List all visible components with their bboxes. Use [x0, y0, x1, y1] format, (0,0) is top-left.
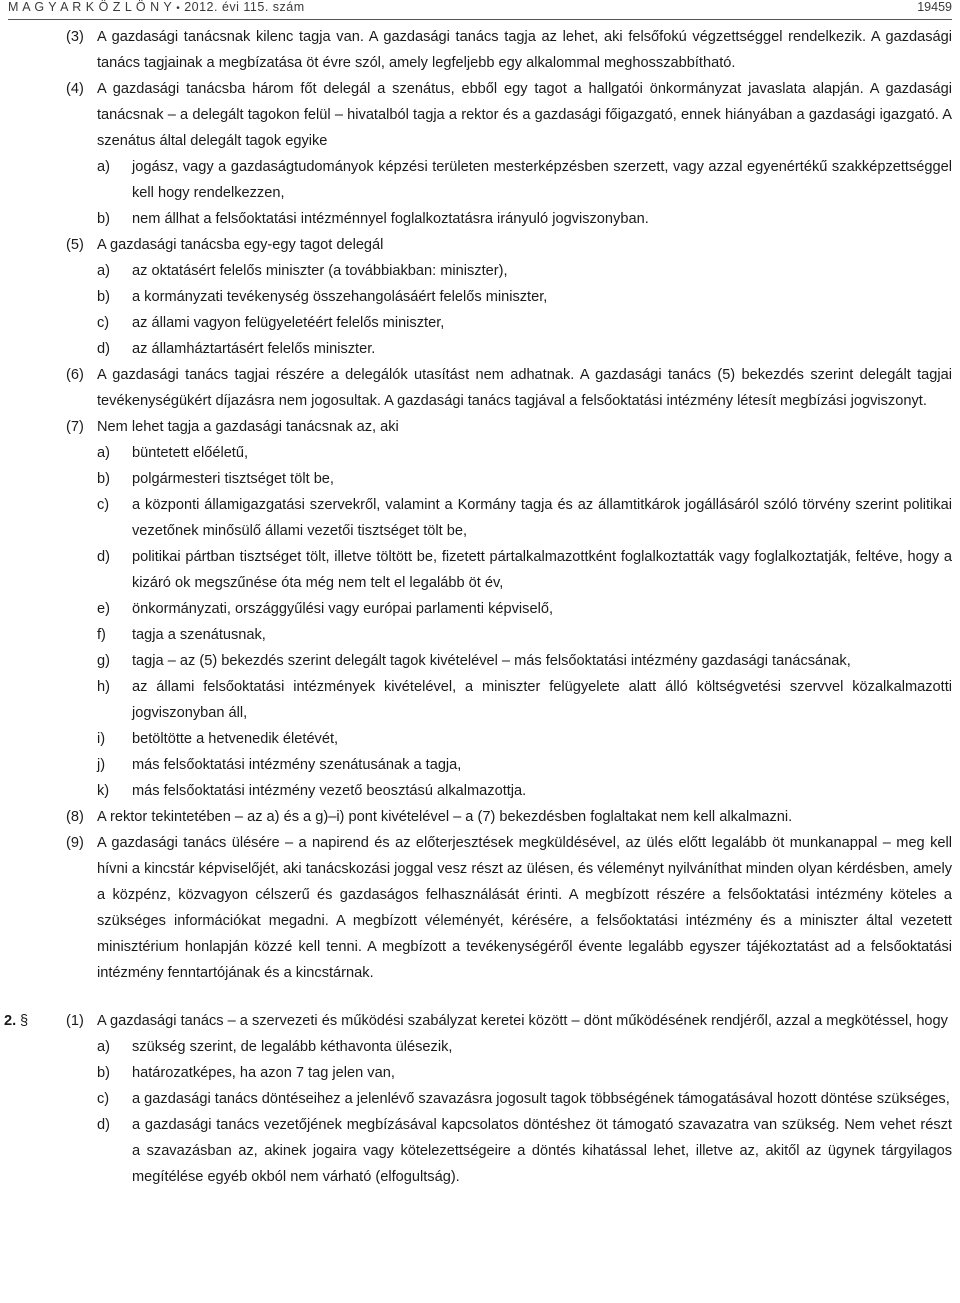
- item-label: c): [97, 315, 110, 331]
- list-item: [0, 258, 960, 284]
- list-item: [0, 1060, 960, 1086]
- item-text: nem állhat a felsőoktatási intézménnyel foglalkoztatásra irányuló jogviszonyban.: [132, 211, 649, 227]
- item-label: e): [97, 601, 110, 617]
- paragraph-number: (4): [66, 81, 84, 97]
- list-item: [0, 310, 960, 336]
- list-item: [0, 1112, 960, 1190]
- list-item: [0, 492, 960, 544]
- list-item: [0, 336, 960, 362]
- list-item: [0, 648, 960, 674]
- item-label: i): [97, 731, 106, 747]
- paragraph-text: A gazdasági tanácsba három főt delegál a szenátus, ebből egy tagot a hallgatói önkormányzat javaslata alapján. A gazdasági tanácsnak – a delegált tagokon felül – hivatalból tagja a rektor és a gazdasági főigazgató, ennek hiányában a gazdasági igazgató. A szenátus által delegált tagok egyike: [97, 81, 952, 149]
- list-item: [0, 284, 960, 310]
- item-text: a gazdasági tanács vezetőjének megbízásával kapcsolatos döntéshez öt támogató szavazatra van szükség. Nem vehet részt a szavazásban az, akinek jogaira vagy kötelezettségeire a döntés kihatással lehet, illetve az, akitől az ügynek tárgyilagos megítélése egyéb okból nem várható (elfogultság).: [132, 1117, 952, 1185]
- section-symbol: §: [20, 1013, 29, 1029]
- paragraph-text: A gazdasági tanácsba egy-egy tagot delegál: [97, 237, 384, 253]
- list-item: [0, 778, 960, 804]
- list-item: [0, 1034, 960, 1060]
- section-2-paragraph-1: [0, 1008, 960, 1034]
- list-item: [0, 1086, 960, 1112]
- paragraph-number: (9): [66, 835, 84, 851]
- item-label: b): [97, 289, 110, 305]
- list-item: [0, 544, 960, 596]
- paragraph-9: [0, 830, 960, 986]
- item-label: d): [97, 1117, 110, 1133]
- paragraph-text: A rektor tekintetében – az a) és a g)–i) pont kivételével – a (7) bekezdésben foglaltakat nem kell alkalmazni.: [97, 809, 793, 825]
- item-text: határozatképes, ha azon 7 tag jelen van,: [132, 1065, 395, 1081]
- running-header: [8, 0, 952, 16]
- list-item: [0, 726, 960, 752]
- list-item: [0, 596, 960, 622]
- paragraph-text: A gazdasági tanács – a szervezeti és működési szabályzat keretei között – dönt működésének rendjéről, azzal a megkötéssel, hogy: [97, 1013, 948, 1029]
- item-text: a gazdasági tanács döntéseihez a jelenlévő szavazásra jogosult tagok többségének támogatásával hozott döntése szükséges,: [132, 1091, 950, 1107]
- item-label: a): [97, 1039, 110, 1055]
- paragraph-number: (7): [66, 419, 84, 435]
- item-label: f): [97, 627, 106, 643]
- item-text: az állami felsőoktatási intézmények kivételével, a miniszter felügyelete alatt álló költségvetési szervvel közalkalmazotti jogviszonyban áll,: [132, 679, 952, 721]
- item-text: önkormányzati, országgyűlési vagy európai parlamenti képviselő,: [132, 601, 554, 617]
- item-text: jogász, vagy a gazdaságtudományok képzési területen mesterképzésben szerzett, vagy azzal egyenértékű szakképzettséggel kell hogy rendelkezzen,: [132, 159, 952, 201]
- paragraph-text: A gazdasági tanács ülésére – a napirend és az előterjesztések megküldésével, az ülés előtt legalább öt munkanappal – meg kell hívni a kincstár képviselőjét, aki tanácskozási joggal vesz részt az ülésen, és véleményt nyilváníthat minden olyan kérdésben, amely a közpénz, közvagyon célszerű és gazdaságos felhasználását érinti. A megbízott részére a felsőoktatási intézmény köteles a szükséges információkat megadni. A megbízott véleményét, kérésére, a felsőoktatási intézmény és a miniszter által vezetett minisztérium honlapján közzé kell tenni. A megbízott a tevékenységéről évente legalább egyszer tájékoztatást ad a felsőoktatási intézmény fenntartójának és a kincstárnak.: [97, 835, 952, 981]
- item-text: büntetett előéletű,: [132, 445, 249, 461]
- paragraph-4: [0, 76, 960, 154]
- paragraph-number: (1): [66, 1013, 84, 1029]
- issue-number: 2012. évi 115. szám: [184, 0, 305, 14]
- item-text: tagja a szenátusnak,: [132, 627, 266, 643]
- paragraph-number: (5): [66, 237, 84, 253]
- paragraph-number: (6): [66, 367, 84, 383]
- item-text: szükség szerint, de legalább kéthavonta ülésezik,: [132, 1039, 453, 1055]
- item-label: h): [97, 679, 110, 695]
- paragraph-text: Nem lehet tagja a gazdasági tanácsnak az, aki: [97, 419, 399, 435]
- header-bullet: •: [176, 3, 181, 14]
- item-label: b): [97, 1065, 110, 1081]
- journal-title: M A G Y A R K Ö Z L Ö N Y: [8, 0, 173, 14]
- paragraph-text: A gazdasági tanácsnak kilenc tagja van. A gazdasági tanács tagja az lehet, aki felsőfokú végzettséggel rendelkezik. A gazdasági tanács tagjainak a megbízatása öt évre szól, amely legfeljebb egy alkalommal meghosszabbítható.: [97, 29, 952, 71]
- item-label: a): [97, 445, 110, 461]
- header-rule: [8, 19, 952, 20]
- item-text: betöltötte a hetvenedik életévét,: [132, 731, 339, 747]
- list-item: [0, 154, 960, 206]
- item-label: d): [97, 341, 110, 357]
- item-text: az állami vagyon felügyeletéért felelős miniszter,: [132, 315, 445, 331]
- paragraph-number: (3): [66, 29, 84, 45]
- page-number: 19459: [917, 0, 952, 14]
- list-item: [0, 440, 960, 466]
- list-item: [0, 752, 960, 778]
- section-number: 2.: [4, 1013, 17, 1029]
- item-label: c): [97, 1091, 110, 1107]
- item-text: a központi államigazgatási szervekről, valamint a Kormány tagja és az államtitkárok jogállásáról szóló törvény szerint politikai vezetőnek minősülő állami vezetői tisztséget tölt be,: [132, 497, 952, 539]
- document-body: [0, 24, 960, 1190]
- item-text: más felsőoktatási intézmény vezető beosztású alkalmazottja.: [132, 783, 527, 799]
- list-item: [0, 206, 960, 232]
- item-label: a): [97, 159, 110, 175]
- item-text: tagja – az (5) bekezdés szerint delegált tagok kivételével – más felsőoktatási intézmény gazdasági tanácsának,: [132, 653, 851, 669]
- item-label: j): [97, 757, 106, 773]
- item-text: politikai pártban tisztséget tölt, illetve töltött be, fizetett pártalkalmazottként foglalkoztatták vagy foglalkoztatják, feltéve, hogy a kizáró ok megszűnése óta még nem telt el legalább öt év,: [132, 549, 952, 591]
- item-label: d): [97, 549, 110, 565]
- list-item: [0, 674, 960, 726]
- paragraph-text: A gazdasági tanács tagjai részére a delegálók utasítást nem adhatnak. A gazdasági tanács (5) bekezdés szerint delegált tagjai tevékenységükért díjazásra nem jogosultak. A gazdasági tanács tagjával a felsőoktatási intézmény létesít megbízási jogviszonyt.: [97, 367, 952, 409]
- list-item: [0, 622, 960, 648]
- header-journal-issue: [8, 0, 305, 14]
- paragraph-6: [0, 362, 960, 414]
- item-label: c): [97, 497, 110, 513]
- item-label: b): [97, 211, 110, 227]
- item-text: az oktatásért felelős miniszter (a továbbiakban: miniszter),: [132, 263, 508, 279]
- paragraph-3: [0, 24, 960, 76]
- paragraph-8: [0, 804, 960, 830]
- paragraph-number: (8): [66, 809, 84, 825]
- item-label: a): [97, 263, 110, 279]
- item-label: k): [97, 783, 110, 799]
- item-text: polgármesteri tisztséget tölt be,: [132, 471, 334, 487]
- item-text: a kormányzati tevékenység összehangolásáért felelős miniszter,: [132, 289, 548, 305]
- paragraph-7: [0, 414, 960, 440]
- list-item: [0, 466, 960, 492]
- paragraph-5: [0, 232, 960, 258]
- item-label: b): [97, 471, 110, 487]
- item-text: más felsőoktatási intézmény szenátusának a tagja,: [132, 757, 462, 773]
- item-label: g): [97, 653, 110, 669]
- item-text: az államháztartásért felelős miniszter.: [132, 341, 376, 357]
